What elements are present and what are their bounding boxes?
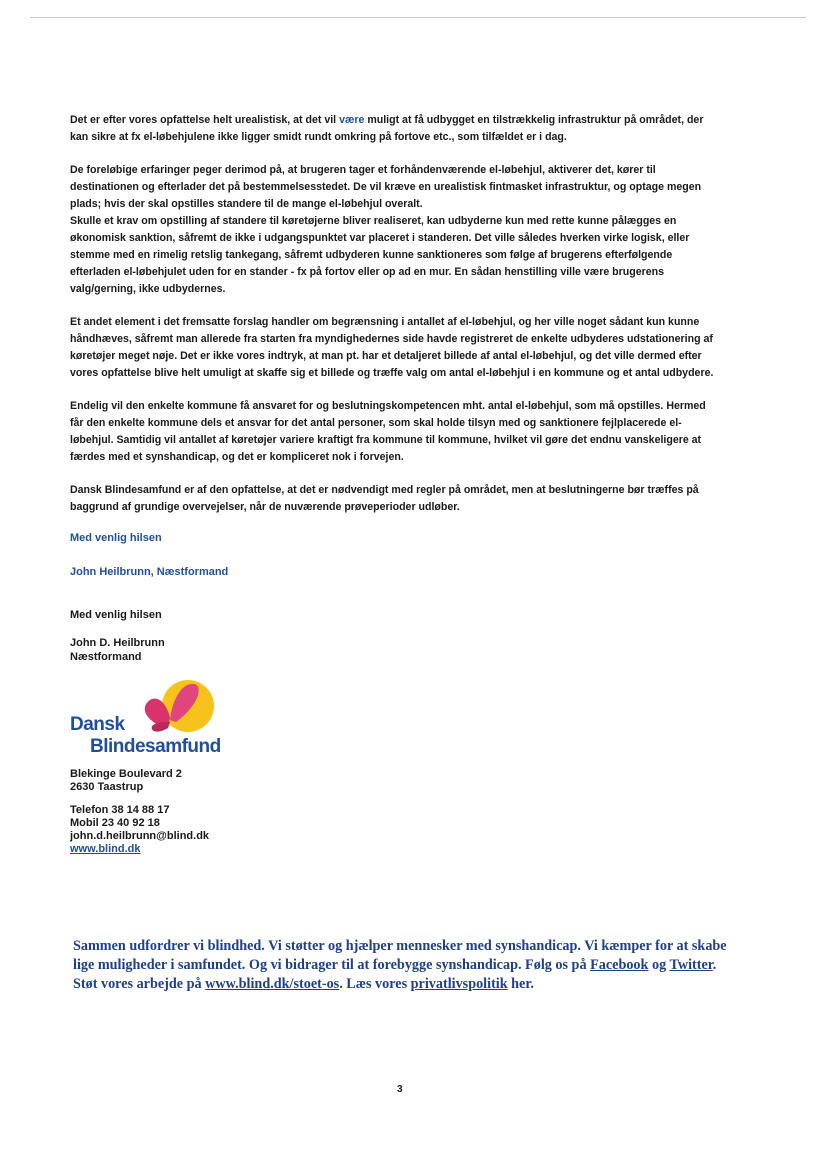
page-number: 3 (397, 1084, 403, 1095)
logo-text-dansk: Dansk (70, 714, 125, 735)
butterfly-sun-icon (128, 678, 228, 740)
signature-name: John D. Heilbrunn (70, 637, 165, 649)
footer-statement: Sammen udfordrer vi blindhed. Vi støtter og hjælper mennesker med synshandicap. Vi kæmper for at skabe lige muligheder i samfundet. Og vi bidrager til at forebygge synshandicap. Følg os på Facebook og Twitter. Støt vores arbejde på www.blind.dk/stoet-os. Læs vores privatlivspolitik her. (73, 938, 727, 992)
twitter-link[interactable]: Twitter (669, 957, 713, 973)
address-city: 2630 Taastrup (70, 781, 144, 793)
highlighted-word: være (339, 114, 365, 126)
logo-text-blindesamfund: Blindesamfund (90, 736, 221, 757)
paragraph-1: Det er efter vores opfattelse helt urealistisk, at det vil være muligt at få udbygget en tilstrækkelig infrastruktur på området, der kan sikre at fx el-løbehjulene ikke ligger smidt rundt omkring på fortove etc., som tilfældet er i dag. (70, 114, 704, 143)
contact-block (70, 804, 720, 856)
address-street: Blekinge Boulevard 2 (70, 768, 182, 780)
signature-greeting: Med venlig hilsen (70, 609, 162, 621)
paragraph-2: De foreløbige erfaringer peger derimod på, at brugeren tager et forhåndenværende el-løbehjul, aktiverer det, kører til destinationen og efterlader det på bestemmelsesstedet. De vil kræve en urealistisk fintmasket infrastruktur, og optage megen plads; hvis der skal opstilles standere til de mange el-løbehjul overalt. (70, 164, 702, 210)
greeting-blue: Med venlig hilsen (70, 532, 162, 544)
letter-body (70, 112, 720, 866)
paragraph-5: Endelig vil den enkelte kommune få ansvaret for og beslutningskompetencen mht. antal el-løbehjul, som må opstilles. Hermed får den enkelte kommune dels et ansvar for det antal personer, som skal holde tilsyn med og sanktionere fejlplacerede el-løbehjul. Samtidig vil antallet af køretøjer variere kraftigt fra kommune til kommune, hvilket vil gøre det endnu vanskeligere at færdes med et synshandicap, og det er kompliceret nok i forvejen. (70, 400, 706, 463)
facebook-link[interactable]: Facebook (590, 957, 649, 973)
organization-logo (70, 678, 240, 758)
website-link[interactable]: www.blind.dk (70, 843, 141, 855)
phone-number: Telefon 38 14 88 17 (70, 804, 170, 816)
paragraph-6: Dansk Blindesamfund er af den opfattelse, at det er nødvendigt med regler på området, men at beslutningerne bør træffes på baggrund af grundige overvejelser, når de nuværende prøveperioder udløber. (70, 484, 699, 513)
support-link[interactable]: www.blind.dk/stoet-os (205, 976, 340, 992)
mobile-number: Mobil 23 40 92 18 (70, 817, 160, 829)
paragraph-3: Skulle et krav om opstilling af standere til køretøjerne bliver realiseret, kan udbyderne kun med rette kunne pålægges en økonomisk sanktion, såfremt de ikke i udgangspunktet var placeret i standeren. Det ville således hverken virke logisk, eller stemme med en rimelig retslig tankegang, såfremt udbyderen kunne sanktioneres som følge af brugerens efterfølgende efterladen el-løbehjulet uden for en stander - fx på fortov eller op ad en mur. En sådan henstilling ville være brugerens valg/gerning, ikke udbydernes. (70, 215, 690, 295)
email-address[interactable]: john.d.heilbrunn@blind.dk (70, 830, 210, 842)
address-block (70, 768, 720, 794)
signature-name-block (70, 636, 720, 664)
signer-line: John Heilbrunn, Næstformand (70, 566, 229, 578)
privacy-policy-link[interactable]: privatlivspolitik (410, 976, 508, 992)
paragraph-4: Et andet element i det fremsatte forslag handler om begrænsning i antallet af el-løbehjul, og her ville noget sådant kun kunne håndhæves, såfremt man allerede fra starten fra myndighedernes side havde registreret de enkelte udbyderes udstationering af køretøjer meget nøje. Det er ikke vores indtryk, at man pt. har et detaljeret billede af antal el-løbehjul, og det ville dermed efter vores opfattelse blive helt umuligt at skaffe sig et billede og træffe valg om antal el-løbehjul i en kommune og et antal udbydere. (70, 316, 714, 379)
top-rule (30, 17, 806, 18)
signature-title: Næstformand (70, 651, 142, 663)
